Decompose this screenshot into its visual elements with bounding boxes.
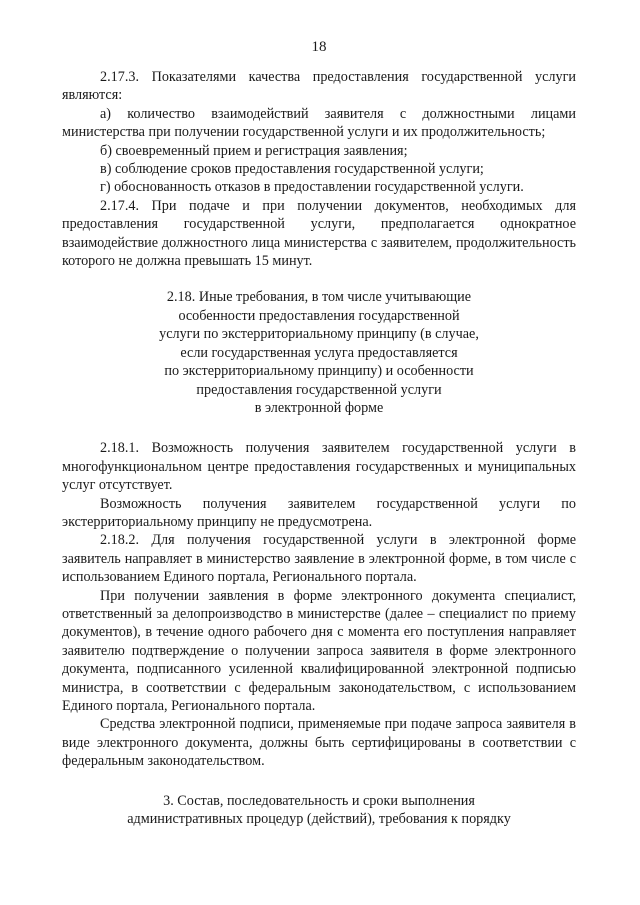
heading-line: особенности предоставления государственной <box>178 307 460 324</box>
heading-line: услуги по экстерриториальному принципу (в случае, <box>159 326 479 343</box>
paragraph-2-17-4: 2.17.4. При подаче и при получении документов, необходимых для предоставления государственной услуги, предполагается однократное взаимодействие должностного лица министерства с заявителем, продолжительность которого не должна превышать 15 минут. <box>62 197 576 270</box>
paragraph-2-18-1: 2.18.1. Возможность получения заявителем государственной услуги в многофункциональном центре предоставления государственных и муниципальных услуг отсутствует. <box>62 440 576 494</box>
paragraph-2-18-2: 2.18.2. Для получения государственной услуги в электронной форме заявитель направляет в министерство заявление в электронной форме, в том числе с использованием Единого портала, Регионального портала. <box>62 532 576 586</box>
list-item-g: г) обоснованность отказов в предоставлении государственной услуги. <box>100 179 524 196</box>
heading-line: предоставления государственной услуги <box>196 381 442 398</box>
document-body <box>62 68 576 828</box>
heading-line: в электронной форме <box>254 399 384 416</box>
heading-line: административных процедур (действий), требования к порядку <box>127 811 511 828</box>
heading-line: 2.18. Иные требования, в том числе учитывающие <box>166 289 472 306</box>
list-item-v: в) соблюдение сроков предоставления государственной услуги; <box>100 161 484 178</box>
page-number: 18 <box>311 39 327 55</box>
heading-line: по экстерриториальному принципу) и особенности <box>164 363 474 380</box>
paragraph-receipt-confirmation: При получении заявления в форме электронного документа специалист, ответственный за делопроизводство в министерстве (далее – специалист по приему документов), в течение одного рабочего дня с момента его поступления направляет заявителю подтверждение о получении запроса заявителя в форме электронного документа, подписанного усиленной квалифицированной электронной подписью министра, в соответствии с федеральным законодательством, с использованием Единого портала, Регионального портала. <box>62 587 576 714</box>
paragraph-2-17-3: 2.17.3. Показателями качества предоставления государственной услуги являются: <box>62 69 576 104</box>
section-heading-2-18 <box>62 288 576 417</box>
section-heading-3 <box>62 792 576 829</box>
list-item-b: б) своевременный прием и регистрация заявления; <box>100 142 408 159</box>
heading-line: 3. Состав, последовательность и сроки выполнения <box>163 792 475 809</box>
heading-line: если государственная услуга предоставляется <box>180 344 458 361</box>
paragraph-extraterritorial: Возможность получения заявителем государственной услуги по экстерриториальному принципу не предусмотрена. <box>62 495 576 530</box>
list-item-a: а) количество взаимодействий заявителя с должностными лицами министерства при получении государственной услуги и их продолжительность; <box>62 105 576 141</box>
paragraph-signature-means: Средства электронной подписи, применяемые при подаче запроса заявителя в виде электронного документа, должны быть сертифицированы в соответствии с федеральным законодательством. <box>62 716 576 770</box>
